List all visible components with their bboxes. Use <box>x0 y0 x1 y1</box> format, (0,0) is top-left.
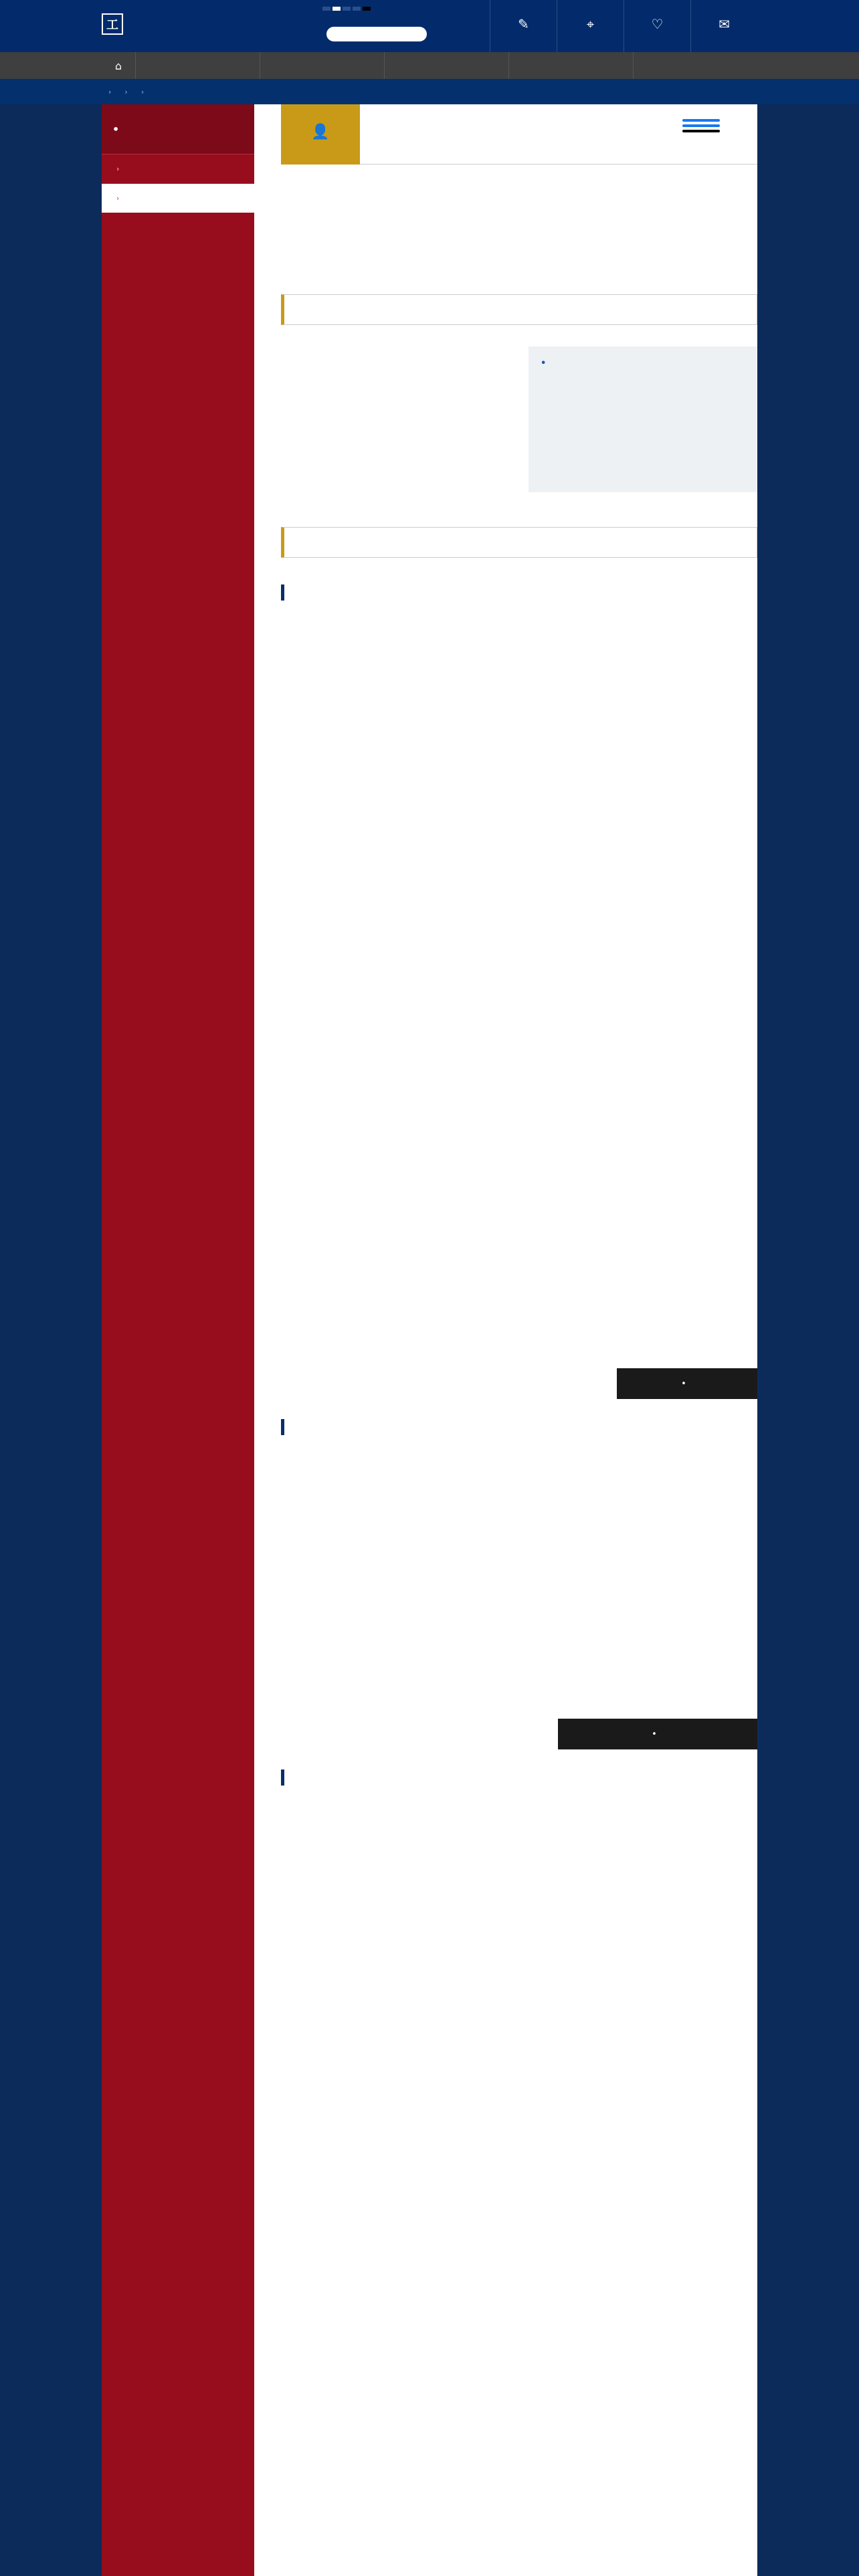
sidebar <box>102 104 254 2576</box>
new-site-heading <box>281 294 757 325</box>
official-circles-heading <box>281 527 757 558</box>
page-title-band <box>281 104 757 165</box>
lang-en[interactable] <box>332 7 341 11</box>
font-size-standard[interactable] <box>353 7 361 11</box>
header-link-donation[interactable] <box>624 0 690 52</box>
sidebar-item-circle-active[interactable] <box>102 183 254 213</box>
banner-stripe <box>281 445 518 492</box>
mail-icon: ✉ <box>719 16 730 32</box>
social-buttons <box>682 119 720 132</box>
logo-mark-icon: 工 <box>102 13 123 35</box>
culture-heading <box>281 584 757 601</box>
header-link-contact[interactable] <box>690 0 757 52</box>
sidebar-item-extracurricular[interactable] <box>102 154 254 183</box>
facebook-share-button[interactable] <box>682 124 720 127</box>
header-links <box>490 0 757 52</box>
global-nav <box>0 52 859 79</box>
circle-site-link[interactable] <box>541 358 745 368</box>
facebook-like-button[interactable] <box>682 119 720 122</box>
pen-icon: ✎ <box>518 16 529 32</box>
gnav-research[interactable] <box>384 52 508 79</box>
tech-heading <box>281 1419 757 1435</box>
font-size-large[interactable] <box>363 7 371 11</box>
banner-description-box <box>529 346 757 492</box>
page-body <box>102 104 757 2576</box>
x-post-button[interactable] <box>682 130 720 132</box>
sports-heading <box>281 1769 757 1786</box>
location-icon: ⌖ <box>586 16 595 32</box>
handshake-icon: ♡ <box>651 16 664 32</box>
home-icon[interactable]: ⌂ <box>114 59 122 72</box>
site-header <box>0 0 859 52</box>
utility-bar <box>322 7 371 11</box>
gnav-social[interactable] <box>508 52 633 79</box>
search-input[interactable] <box>326 27 427 41</box>
font-size-label <box>343 7 351 11</box>
header-link-admission[interactable] <box>490 0 557 52</box>
circle-site-banner[interactable] <box>281 346 518 492</box>
gnav-about[interactable] <box>135 52 260 79</box>
culture-feature-button[interactable] <box>617 1368 757 1399</box>
tech-feature-button[interactable] <box>558 1719 757 1749</box>
category-tag <box>281 104 360 165</box>
header-link-access[interactable] <box>557 0 624 52</box>
lang-ja[interactable] <box>322 7 330 11</box>
person-icon: 👤 <box>311 123 330 140</box>
gnav-international[interactable] <box>633 52 757 79</box>
site-logo[interactable] <box>102 13 128 35</box>
breadcrumb: › › › <box>0 79 859 104</box>
gnav-education[interactable] <box>260 52 384 79</box>
search-area <box>322 27 427 41</box>
sidebar-title[interactable] <box>102 104 254 154</box>
